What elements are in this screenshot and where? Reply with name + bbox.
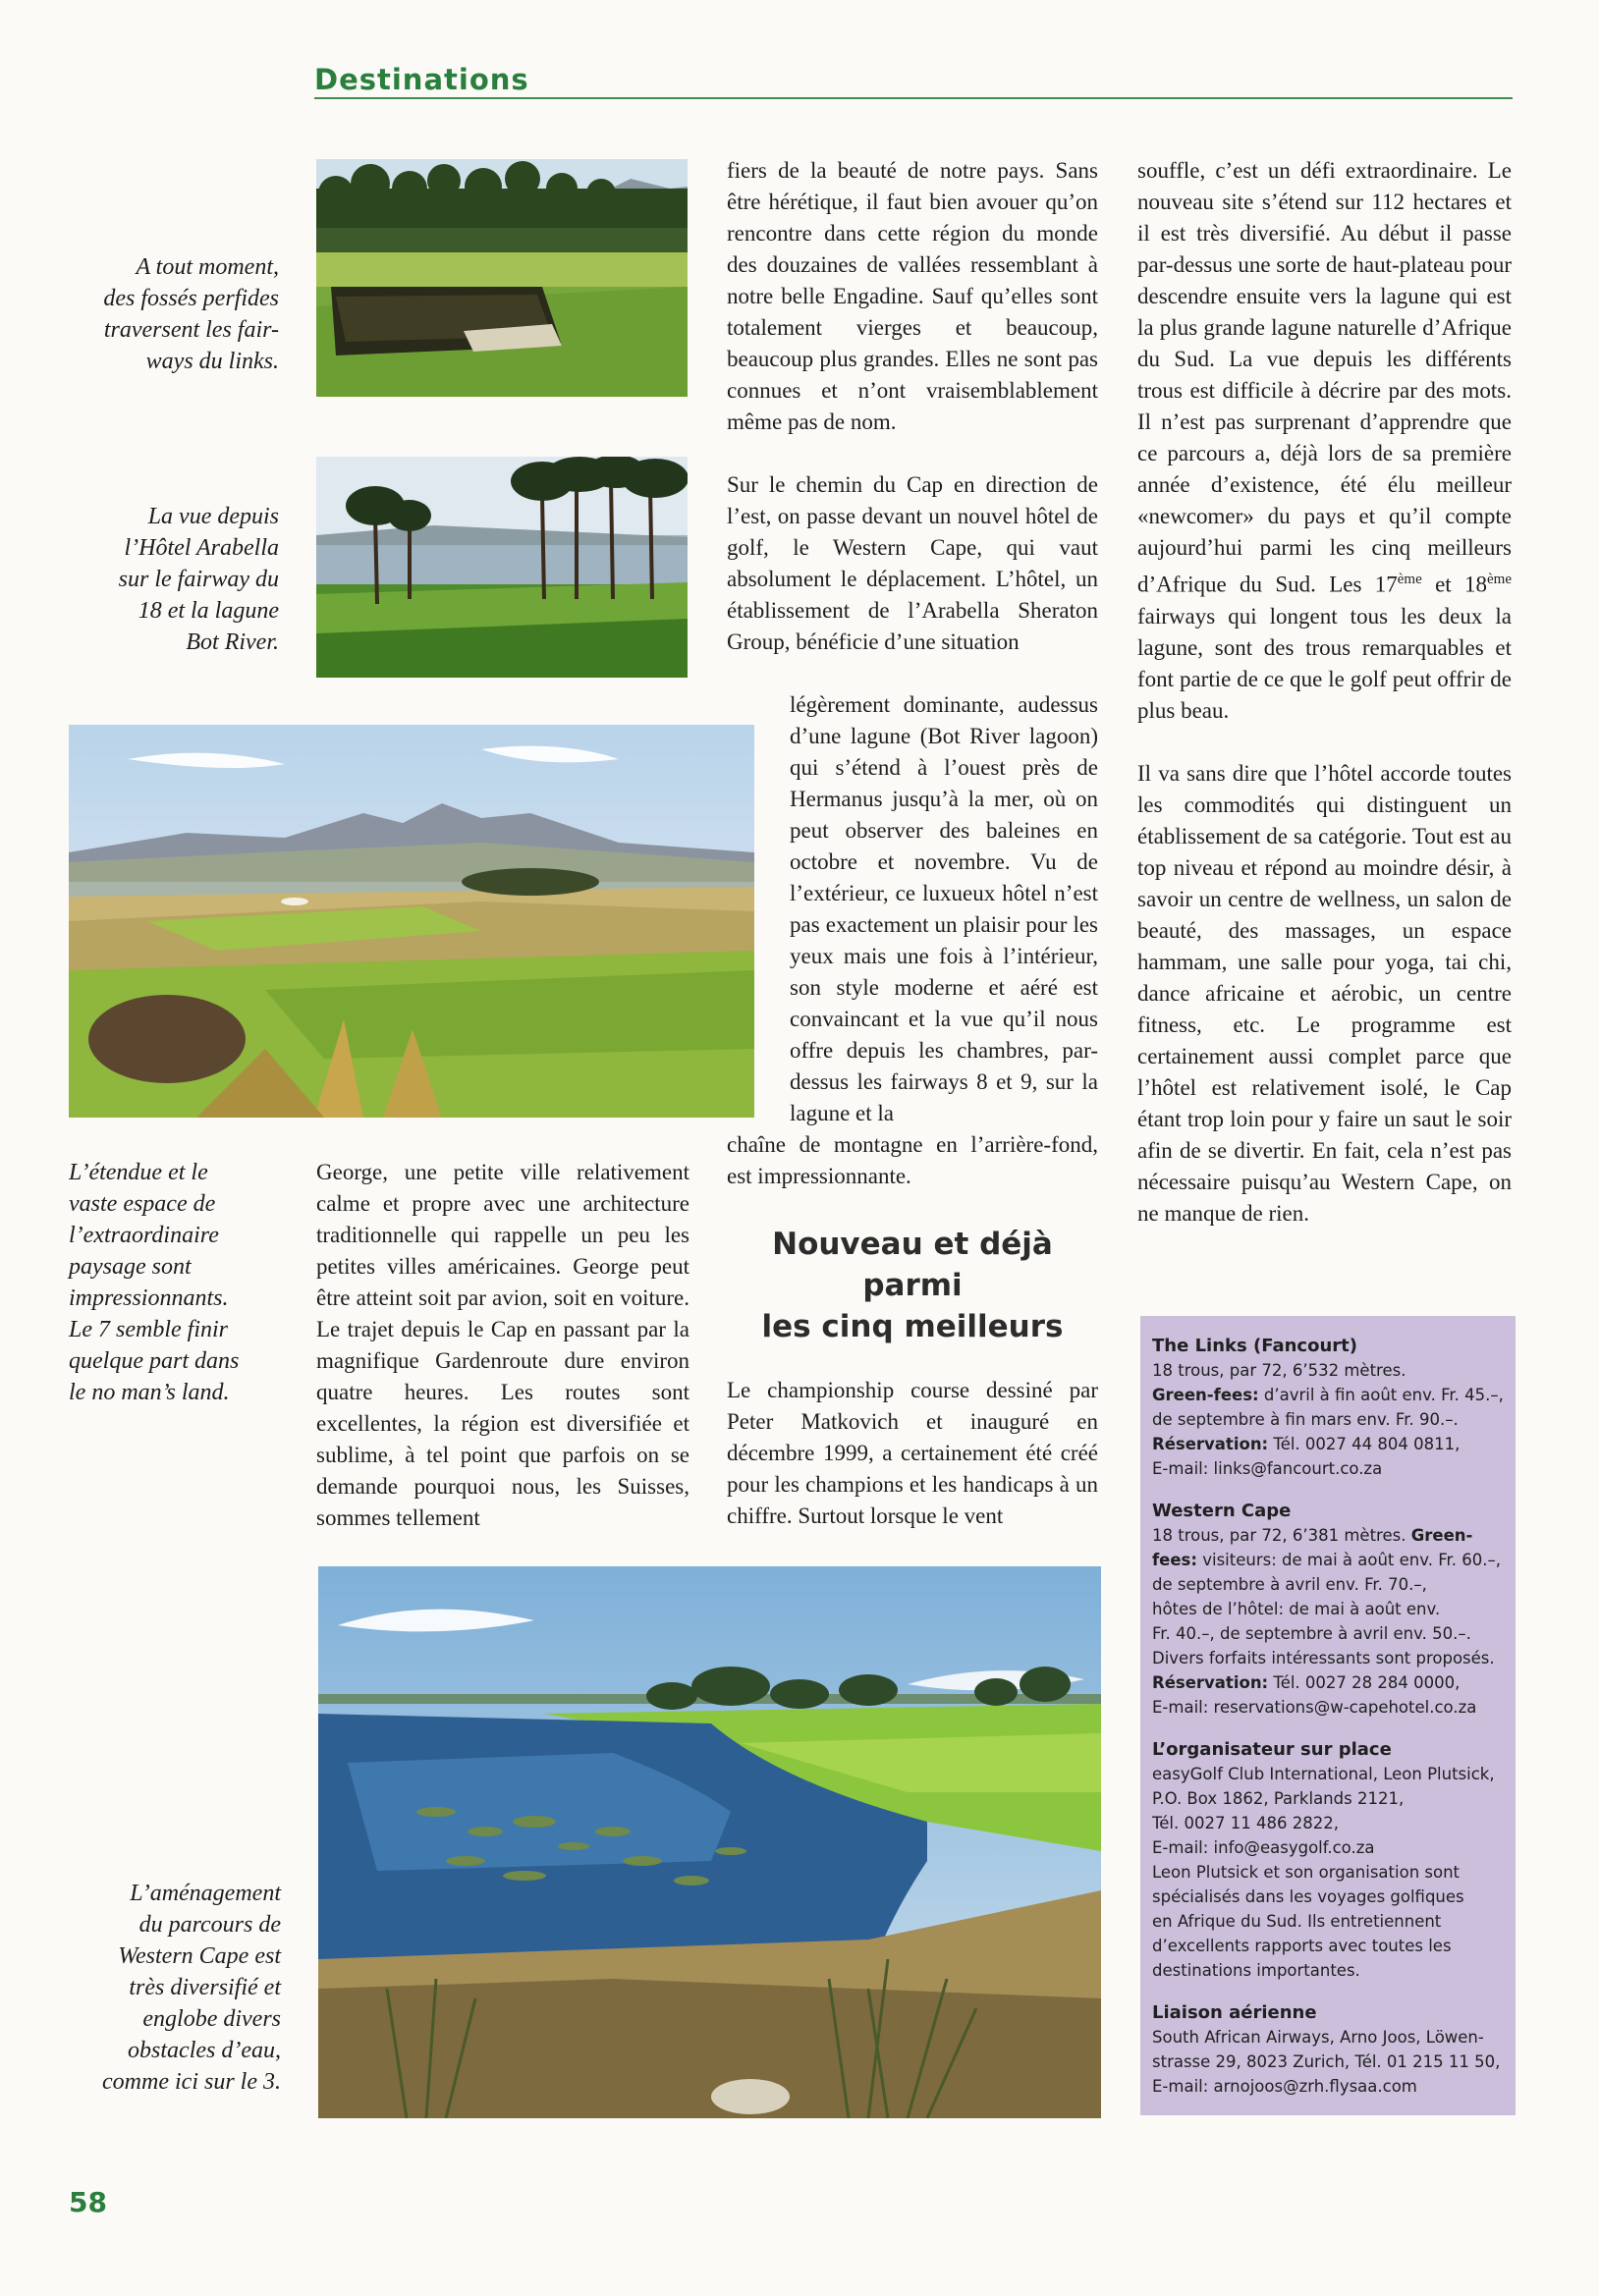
caption-line: La vue depuis <box>147 504 279 529</box>
info-line: destinations importantes. <box>1152 1961 1360 1980</box>
info-western-cape <box>1152 1499 1506 1720</box>
info-line: hôtes de l’hôtel: de mai à août env. <box>1152 1600 1441 1618</box>
caption-line: du parcours de <box>138 1912 281 1938</box>
subheading-line: les cinq meilleurs <box>761 1309 1064 1344</box>
paragraph-george: George, une petite ville relativement calme et propre avec une architecture traditionnelle qui rappelle un peu les petites villes américaines. George peut être atteint soit par avion, soit en voiture. Le trajet depuis le Cap en passant par la magnifique Gardenroute dure environ quatre heures. Les routes sont excellentes, la région est diversifiée et sublime, à tel point que parfois on se demande pourquoi nous, les Suisses, sommes tellement <box>316 1160 689 1530</box>
caption-line: Western Cape est <box>118 1943 281 1969</box>
caption-line: obstacles d’eau, <box>128 2038 281 2063</box>
paragraph-fiers: fiers de la beauté de notre pays. Sans être hérétique, il faut bien avouer qu’on rencontre dans cette région du monde des douzaines de vallées ressemblant à notre belle Engadine. Sauf qu’elles sont totalement vierges et beaucoup, beaucoup plus grandes. Elles ne sont pas connues et n’ont vraisemblablement même pas de nom. <box>727 158 1098 434</box>
info-email: E-mail: reservations@w-capehotel.co.za <box>1152 1698 1477 1717</box>
caption-line: très diversifié et <box>129 1975 281 2000</box>
info-label: fees: <box>1152 1551 1197 1569</box>
info-line: Divers forfaits intéressants sont proposés. <box>1152 1649 1495 1667</box>
info-line: strasse 29, 8023 Zurich, Tél. 01 215 11 50, <box>1152 2052 1501 2071</box>
paragraph-cap-c: chaîne de montagne en l’arrière-fond, est impressionnante. <box>727 1132 1098 1188</box>
article-column-2-lower <box>727 1129 1098 1563</box>
info-line <box>1152 1383 1506 1407</box>
info-line: de septembre à fin mars env. Fr. 90.–. <box>1152 1410 1459 1429</box>
caption-line: ways du links. <box>145 349 279 374</box>
info-title: Liaison aérienne <box>1152 2002 1317 2023</box>
souffle-text: et 18 <box>1421 572 1488 597</box>
caption-water-hazard <box>49 1878 281 2098</box>
info-line <box>1152 1548 1506 1572</box>
caption-line: Le 7 semble finir <box>69 1317 228 1342</box>
section-title: Destinations <box>314 63 529 96</box>
caption-line: des fossés perfides <box>103 286 279 311</box>
caption-landscape <box>69 1157 304 1408</box>
caption-hotel-fairway <box>59 501 279 658</box>
info-line: de septembre à avril env. Fr. 70.–, <box>1152 1575 1427 1594</box>
info-label: Green-fees: <box>1152 1386 1259 1404</box>
superscript: ème <box>1397 572 1422 587</box>
info-text: visiteurs: de mai à août env. Fr. 60.–, <box>1196 1551 1502 1569</box>
paragraph-souffle <box>1137 155 1512 727</box>
caption-line: paysage sont <box>69 1254 192 1280</box>
info-box <box>1140 1316 1516 2115</box>
info-organiser <box>1152 1737 1506 1983</box>
article-column-1 <box>316 1157 689 1534</box>
caption-line: Bot River. <box>186 629 279 655</box>
caption-line: A tout moment, <box>136 254 279 280</box>
info-text: 18 trous, par 72, 6’381 mètres. <box>1152 1526 1411 1545</box>
info-email: E-mail: info@easygolf.co.za <box>1152 1838 1375 1857</box>
info-title: L’organisateur sur place <box>1152 1739 1392 1760</box>
info-line: en Afrique du Sud. Ils entretiennent <box>1152 1912 1442 1931</box>
header-rule <box>314 97 1513 99</box>
info-title: Western Cape <box>1152 1501 1292 1521</box>
caption-links-ditch <box>59 251 279 377</box>
caption-line: vaste espace de <box>69 1191 216 1217</box>
info-line: Fr. 40.–, de septembre à avril env. 50.–. <box>1152 1624 1471 1643</box>
caption-line: sur le fairway du <box>118 567 279 592</box>
caption-line: impressionnants. <box>69 1285 229 1311</box>
photo-wide-landscape <box>69 725 754 1118</box>
info-line: d’excellents rapports avec toutes les <box>1152 1937 1452 1955</box>
info-line <box>1152 1670 1506 1695</box>
caption-line: L’étendue et le <box>69 1160 208 1185</box>
subheading <box>727 1224 1098 1347</box>
caption-line: le no man’s land. <box>69 1380 230 1405</box>
info-line: P.O. Box 1862, Parklands 2121, <box>1152 1789 1405 1808</box>
info-links <box>1152 1334 1506 1481</box>
info-line <box>1152 1523 1506 1548</box>
caption-line: l’extraordinaire <box>69 1223 219 1248</box>
info-text: Tél. 0027 28 284 0000, <box>1268 1673 1461 1692</box>
caption-line: l’Hôtel Arabella <box>124 535 279 561</box>
caption-line: quelque part dans <box>69 1348 240 1374</box>
paragraph-hotel: Il va sans dire que l’hôtel accorde toutes les commodités qui distinguent un établissement de sa catégorie. Tout est au top niveau et répond au moindre désir, à savoir un centre de wellness, un salon de beauté, des massages, un espace hammam, une salle pour yoga, tai chi, dance africaine et aérobic, un centre fitness, etc. Le programme est certainement aussi complet parce que l’hôtel est relativement isolé, le Cap étant trop loin pour y faire un saut le soir afin de se divertir. En fait, cela n’est pas nécessaire puisqu’au Western Cape, on ne manque de rien. <box>1137 760 1512 1226</box>
caption-line: comme ici sur le 3. <box>102 2069 281 2095</box>
caption-line: traversent les fair- <box>103 317 279 343</box>
info-line <box>1152 1432 1506 1456</box>
paragraph-championship: Le championship course dessiné par Peter Matkovich et inauguré en décembre 1999, a certainement été créé pour les champions et les handicaps à un chiffre. Surtout lorsque le vent <box>727 1378 1098 1528</box>
article-column-3 <box>1137 155 1512 1230</box>
paragraph-cap-a: Sur le chemin du Cap en direction de l’est, on passe devant un nouvel hôtel de golf, le Western Cape, qui vaut absolument le déplacement. L’hôtel, un établissement de l’Arabella Sheraton Group, bénéficie d’une situation <box>727 472 1098 654</box>
info-text: d’avril à fin août env. Fr. 45.–, <box>1258 1386 1504 1404</box>
info-line: 18 trous, par 72, 6’532 mètres. <box>1152 1361 1406 1380</box>
caption-line: 18 et la lagune <box>138 598 279 624</box>
caption-line: englobe divers <box>142 2006 281 2032</box>
info-line: easyGolf Club International, Leon Plutsick, <box>1152 1765 1495 1783</box>
info-line: Leon Plutsick et son organisation sont <box>1152 1863 1461 1882</box>
info-line: South African Airways, Arno Joos, Löwen- <box>1152 2028 1484 2047</box>
subheading-line: Nouveau et déjà parmi <box>772 1227 1053 1303</box>
info-label: Réservation: <box>1152 1673 1269 1692</box>
info-flight <box>1152 2000 1506 2099</box>
info-email: E-mail: arnojoos@zrh.flysaa.com <box>1152 2077 1417 2096</box>
info-line: spécialisés dans les voyages golfiques <box>1152 1887 1464 1906</box>
info-label: Réservation: <box>1152 1435 1269 1453</box>
paragraph-cap-b: légèrement dominante, audessus d’une lagune (Bot River lagoon) qui s’étend à l’ouest près de Hermanus jusqu’à la mer, où on peut observer des baleines en octobre et novembre. Vu de l’extérieur, ce luxueux hôtel n’est pas exactement un plaisir pour les yeux mais une fois à l’intérieur, son style moderne et aéré est convaincant et la vue qu’il nous offre depuis les chambres, par-dessus les fairways 8 et 9, sur la lagune et la <box>790 692 1098 1125</box>
photo-water-hazard <box>318 1566 1101 2118</box>
photo-hotel-fairway <box>316 457 688 678</box>
article-column-2-indented <box>790 689 1098 1129</box>
photo-links-ditch <box>316 159 688 397</box>
info-line: Tél. 0027 11 486 2822, <box>1152 1814 1339 1832</box>
souffle-text: souffle, c’est un défi extraordinaire. Le nouveau site s’étend sur 112 hectares et il est très diversifié. Au début il passe par-dessus une sorte de haut-plateau pour descendre ensuite vers la lagune qui est la plus grande lagune naturelle d’Afrique du Sud. La vue depuis les différents trous est difficile à décrire par des mots. Il n’est pas surprenant d’apprendre que ce parcours a, déjà lors de sa première année d’existence, été élu meilleur «newcomer» du pays et qu’il compte aujourd’hui parmi les cinq meilleurs d’Afrique du Sud. Les 17 <box>1137 158 1512 597</box>
article-column-2 <box>727 155 1098 658</box>
info-title: The Links (Fancourt) <box>1152 1336 1357 1356</box>
caption-line: L’aménagement <box>130 1881 281 1906</box>
souffle-text: fairways qui longent tous les deux la lagune, sont des trous remarquables et font partie de ce que le golf peut offrir de plus beau. <box>1137 603 1512 723</box>
info-label: Green- <box>1410 1526 1473 1545</box>
info-text: Tél. 0027 44 804 0811, <box>1268 1435 1461 1453</box>
page-number: 58 <box>69 2186 107 2218</box>
info-email: E-mail: links@fancourt.co.za <box>1152 1459 1383 1478</box>
superscript: ème <box>1487 572 1512 587</box>
